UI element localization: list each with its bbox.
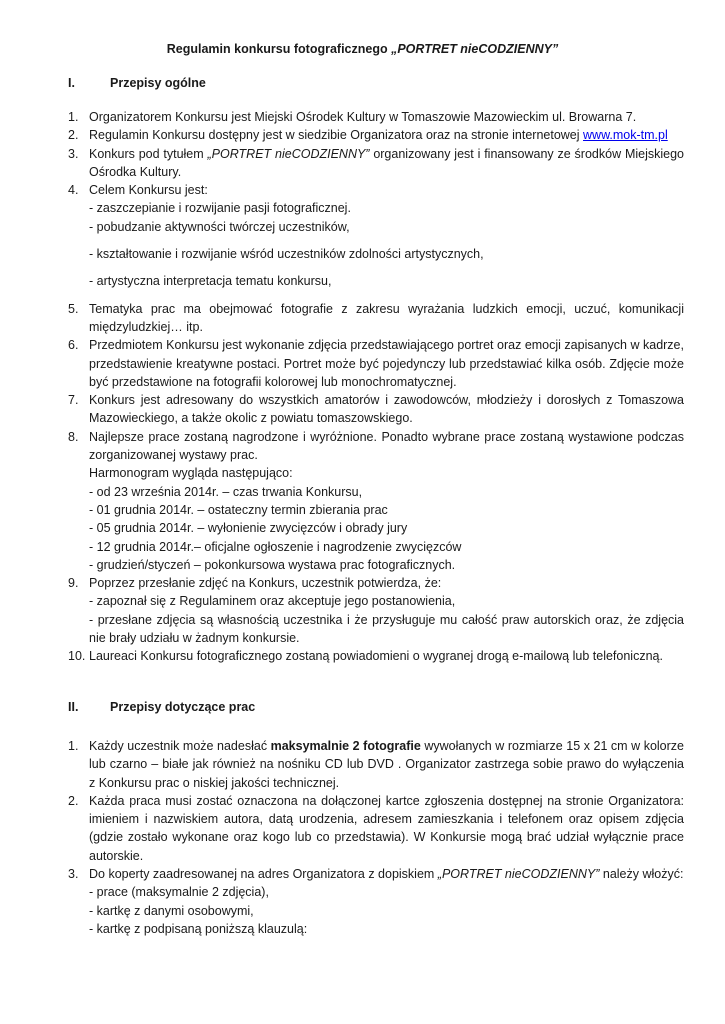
list-item [68, 428, 684, 574]
item-text: Organizatorem Konkursu jest Miejski Ośrodek Kultury w Tomaszowie Mazowieckim ul. Browarna 7. [89, 110, 637, 124]
item-number: 8. [68, 429, 79, 444]
item-text: Tematyka prac ma obejmować fotografie z zakresu wyrażania ludzkich emocji, uczuć, komunikacji międzyludzkiej… itp. [89, 301, 684, 334]
item-number: 3. [68, 146, 79, 161]
sub-item: - kształtowanie i rozwijanie wśród uczestników zdolności artystycznych, [89, 247, 484, 262]
list-item [68, 792, 684, 865]
list-item [68, 574, 684, 647]
item-text: Każda praca musi zostać oznaczona na dołączonej kartce zgłoszenia dostępnej na stronie Organizatora: imieniem i nazwiskiem autora, datą urodzenia, adresem zamieszkania i telefonem oraz opisem zdjęcia (gdzie zostało wykonane oraz kogo lub co przedstawia). W Konkursie mogą brać udział wyłącznie prace autorskie. [89, 793, 684, 863]
schedule-item: - grudzień/styczeń – pokonkursowa wystawa prac fotograficznych. [89, 557, 456, 572]
item-number: 2. [68, 128, 79, 143]
item-text: Przedmiotem Konkursu jest wykonanie zdjęcia przedstawiającego portret oraz emocji zapisanych w kadrze, przedstawienie kreatywne postaci. Portret może być pojedynczy lub przedstawiać kilka osób. Zdjęcie może być przedstawione na fotografii kolorowej lub monochromatycznej. [89, 338, 684, 389]
item-text: Najlepsze prace zostaną nagrodzone i wyróżnione. Ponadto wybrane prace zostaną wystawione podczas zorganizowanej wystawy prac. [89, 429, 684, 463]
item-text-part: organizowany jest i finansowany ze środków Miejskiego Ośrodka Kultury. [89, 146, 684, 179]
title-contest-name: „PORTRET nieCODZIENNY” [391, 42, 559, 56]
item-text-part: Regulamin Konkursu dostępny jest w siedzibie Organizatora oraz na stronie internetowej [89, 128, 584, 143]
schedule-item: - 05 grudnia 2014r. – wyłonienie zwycięzców i obrady jury [89, 521, 408, 536]
schedule-item: - 01 grudnia 2014r. – ostateczny termin zbierania prac [89, 502, 388, 517]
item-number: 5. [68, 301, 79, 316]
sub-item: - artystyczna interpretacja tematu konkursu, [89, 274, 332, 289]
sub-item: - zapoznał się z Regulaminem oraz akceptuje jego postanowienia, [89, 594, 456, 609]
item-number: 4. [68, 183, 79, 198]
section-1-number: I. [68, 76, 75, 90]
list-item [68, 391, 684, 428]
item-content [89, 865, 684, 938]
list-item [68, 126, 684, 144]
list-item [68, 336, 684, 391]
item-number: 3. [68, 867, 79, 882]
section-1-heading [68, 74, 206, 92]
item-text-part: wywołanych w rozmiarze 15 x 21 cm w kolorze lub czarno – białe jak również na nośniku CD lub DVD . Organizator zastrzega sobie prawo do wyłączenia z Konkursu prac o niskiej jakości technicznej. [89, 739, 684, 790]
schedule-item: - 12 grudnia 2014r.– oficjalne ogłoszenie i nagrodzenie zwycięzców [89, 539, 462, 554]
section-2-title: Przepisy dotyczące prac [110, 700, 256, 714]
contest-name: „PORTRET nieCODZIENNY” [207, 146, 370, 161]
website-link[interactable]: www.mok-tm.pl [583, 128, 668, 143]
section-2-number: II. [68, 700, 79, 714]
item-text [89, 865, 684, 883]
section-2-heading [68, 698, 255, 716]
list-item [68, 108, 684, 126]
item-text: Celem Konkursu jest: [89, 183, 208, 198]
item-number: 6. [68, 338, 79, 353]
item-content [89, 574, 684, 647]
list-item [68, 145, 684, 182]
item-text-part: Konkurs pod tytułem [89, 146, 208, 161]
section-1-title: Przepisy ogólne [110, 76, 206, 90]
list-item [68, 865, 684, 938]
general-rules-list [68, 108, 684, 666]
item-number: 1. [68, 110, 79, 124]
list-item [68, 300, 684, 337]
sub-item: - przesłane zdjęcia są własnością uczestnika i że przysługuje mu całość praw autorskich oraz, że zdjęcia nie brały udziału w żadnym konkursie. [89, 612, 684, 646]
item-text: Laureaci Konkursu fotograficznego zostaną powiadomieni o wygranej drogą e-mailową lub telefoniczną. [89, 649, 663, 664]
item-number: 10. [68, 649, 86, 664]
contest-name: „PORTRET nieCODZIENNY” [437, 867, 600, 882]
item-number: 2. [68, 793, 79, 808]
item-text-part: Do koperty zaadresowanej na adres Organizatora z dopiskiem [89, 867, 438, 882]
schedule-item: - od 23 września 2014r. – czas trwania Konkursu, [89, 484, 363, 499]
item-content [89, 181, 684, 290]
document-title [0, 42, 725, 56]
item-text [89, 145, 684, 182]
item-text: Konkurs jest adresowany do wszystkich amatorów i zawodowców, młodzieży i dorosłych z Tomaszowa Mazowieckiego, a także okolic z powiatu tomaszowskiego. [89, 393, 684, 426]
schedule-heading: Harmonogram wygląda następująco: [89, 466, 293, 481]
item-number: 9. [68, 576, 79, 591]
item-content [89, 428, 684, 574]
sub-item: - kartkę z danymi osobowymi, [89, 903, 254, 918]
works-rules-list [68, 737, 684, 938]
item-text: Poprzez przesłanie zdjęć na Konkurs, uczestnik potwierdza, że: [89, 576, 442, 591]
list-item [68, 737, 684, 792]
list-item [68, 181, 684, 290]
item-text-part: należy włożyć: [599, 867, 684, 882]
item-number: 7. [68, 393, 79, 408]
sub-item: - pobudzanie aktywności twórczej uczestników, [89, 219, 350, 234]
item-number: 1. [68, 739, 79, 753]
sub-item: - zaszczepianie i rozwijanie pasji fotograficznej. [89, 201, 351, 216]
photo-limit: maksymalnie 2 fotografie [270, 739, 421, 753]
sub-item: - kartkę z podpisaną poniższą klauzulą: [89, 921, 308, 936]
item-text [89, 737, 684, 792]
title-text: Regulamin konkursu fotograficznego [166, 42, 392, 56]
item-text-part: Każdy uczestnik może nadesłać [89, 739, 271, 753]
sub-item: - prace (maksymalnie 2 zdjęcia), [89, 885, 269, 900]
item-text [89, 126, 684, 144]
list-item [68, 647, 684, 665]
